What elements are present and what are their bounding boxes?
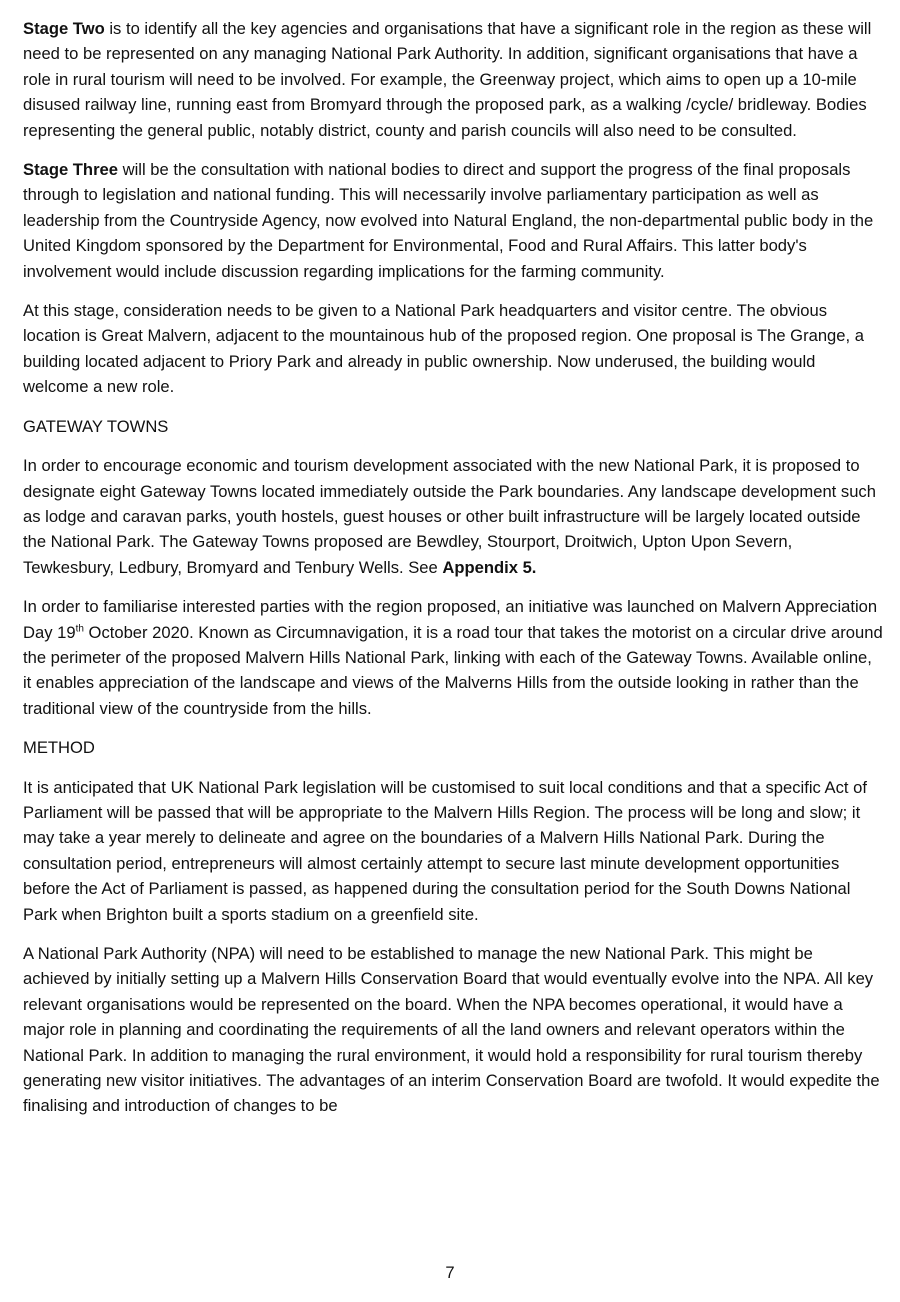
heading-gateway-towns: GATEWAY TOWNS [23, 416, 169, 436]
stage-three-lead: Stage Three [23, 160, 118, 180]
stage-two-lead: Stage Two [23, 19, 105, 38]
stage-two-text: is to identify all the key agencies and organisations that have a significant role in the region as these will need to be represented on any managing National Park Authority. In addition, significant organisations that have a role in rural tourism will need to be involved. For example, the Greenway project, which aims to open up a 10-mile disused railway line, running east from Bromyard through the proposed park, as a walking /cycle/ bridleway. Bodies representing the general public, notably district, county and parish councils will also need to be consulted. [23, 19, 872, 140]
stage-three-text: will be the consultation with national bodies to direct and support the progress of the final proposals through to legislation and national funding. This will necessarily involve parliamentary participation as well as leadership from the Countryside Agency, now evolved into Natural England, the non-departmental public body in the United Kingdom sponsored by the Department for Environmental, Food and Rural Affairs. This latter body's involvement would include discussion regarding implications for the farming community. [23, 160, 874, 281]
document-page [23, 16, 883, 1133]
paragraph-gateway-towns [23, 453, 883, 580]
page-number: 7 [445, 1263, 455, 1282]
circumnavigation-after: October 2020. Known as Circumnavigation, it is a road tour that takes the motorist on a circular drive around the perimeter of the proposed Malvern Hills National Park, linking with each of the Gateway Towns. Available online, it enables appreciation of the landscape and views of the Malverns Hills from the outside looking in rather than the traditional view of the countryside from the hills. [23, 622, 883, 718]
gateway-text: In order to encourage economic and tourism development associated with the new National Park, it is proposed to designate eight Gateway Towns located immediately outside the Park boundaries. Any landscape development such as lodge and caravan parks, youth hostels, guest houses or other built infrastructure will be largely located outside the National Park. The Gateway Towns proposed are Bewdley, Stourport, Droitwich, Upton Upon Severn, Tewkesbury, Ledbury, Bromyard and Tenbury Wells. See [23, 456, 876, 577]
paragraph-npa: A National Park Authority (NPA) will need to be established to manage the new National Park. This might be achieved by initially setting up a Malvern Hills Conservation Board that would eventually evolve into the NPA. All key relevant organisations would be represented on the board. When the NPA becomes operational, it would have a major role in planning and coordinating the requirements of all the land owners and relevant operators within the National Park. In addition to managing the rural environment, it would hold a responsibility for rural tourism thereby generating new visitor initiatives. The advantages of an interim Conservation Board are twofold. It would expedite the finalising and introduction of changes to be [23, 944, 880, 1116]
paragraph-stage-three [23, 157, 883, 284]
paragraph-headquarters: At this stage, consideration needs to be given to a National Park headquarters and visitor centre. The obvious location is Great Malvern, adjacent to the mountainous hub of the proposed region. One proposal is The Grange, a building located adjacent to Priory Park and already in public ownership. Now underused, the building would welcome a new role. [23, 301, 864, 397]
circumnavigation-before: In order to familiarise interested parties with the region proposed, an initiative was launched on Malvern Appreciation Day 19 [23, 597, 878, 642]
ordinal-suffix: th [75, 623, 84, 634]
paragraph-stage-two [23, 16, 883, 143]
paragraph-circumnavigation [23, 594, 883, 721]
heading-method: METHOD [23, 738, 95, 758]
paragraph-method: It is anticipated that UK National Park legislation will be customised to suit local conditions and that a specific Act of Parliament will be passed that will be appropriate to the Malvern Hills Region. The process will be long and slow; it may take a year merely to delineate and agree on the boundaries of a Malvern Hills National Park. During the consultation period, entrepreneurs will almost certainly attempt to secure last minute development opportunities before the Act of Parliament is passed, as happened during the consultation period for the South Downs National Park when Brighton built a sports stadium on a greenfield site. [23, 777, 867, 924]
appendix-reference: Appendix 5. [442, 557, 537, 577]
